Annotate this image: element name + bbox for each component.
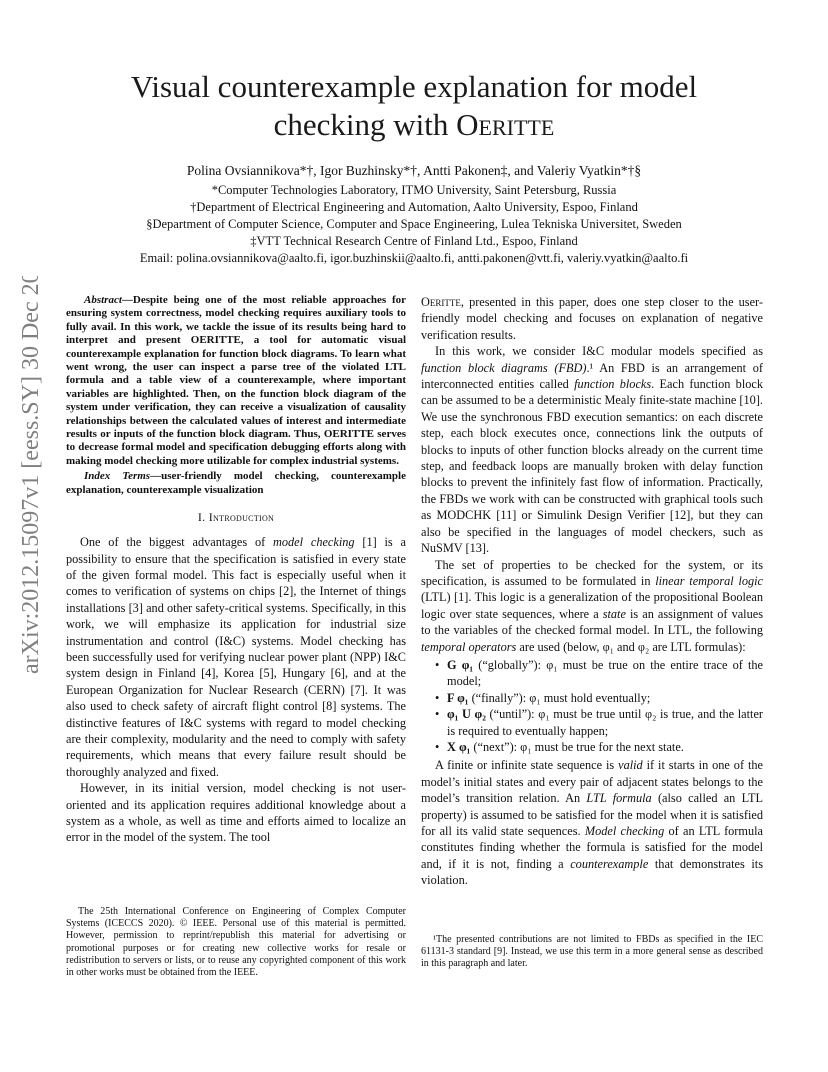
arxiv-stamp <box>8 276 48 676</box>
validity-paragraph <box>421 757 763 888</box>
emphasis: counterexample <box>570 856 649 871</box>
right-paragraph-0 <box>421 294 763 343</box>
list-item <box>435 657 763 690</box>
text-span: .¹ An FBD is an arrangement of interconnected entities called <box>421 360 763 392</box>
text-span: . Each function block can be assumed to be a deterministic Mealy finite-state machine [10]. We use the synchronous FBD execution semantics: on each discrete step, each block executes once, connections link the outputs of blocks to inputs of other function blocks already on the current time step, and feedback loops are manually broken with delay function blocks to prevent the infinitely fast flow of information. Practically, the FBDs we work with can be constructed with graphical tools such as MODCHK [11] or Simulink Design Verifier [12], but they can also be specified in the languages of model checkers, such as NuSMV [13]. <box>421 377 763 556</box>
text-span: One of the biggest advantages of <box>80 535 273 550</box>
intro-paragraph-2: However, in its initial version, model checking is not user-oriented and its application requires additional knowledge about a system as a whole, as well as time and efforts aimed to localize an error in the model of the system. The tool <box>66 781 406 845</box>
author-emails: Email: polina.ovsiannikova@aalto.fi, igor.buzhinskii@aalto.fi, antti.pakonen@vtt.fi, valeriy.vyatkin@aalto.fi <box>139 251 689 265</box>
copyright-footnote: The 25th International Conference on Engineering of Complex Computer Systems (ICECCS 2020). © IEEE. Personal use of this material is permitted. However, permission to reprint/republish this material for advertising or promotional purposes or for creating new collective works for resale or redistribution to servers or lists, or to reuse any copyrighted component of this work in other works must be obtained from the IEEE. <box>66 906 406 979</box>
tool-name: Oeritte <box>421 295 461 309</box>
bullet-icon: • <box>435 690 440 705</box>
emphasis: linear temporal logic <box>655 573 763 588</box>
ltl-paragraph <box>421 557 763 655</box>
affiliation-itmo: *Computer Technologies Laboratory, ITMO University, Saint Petersburg, Russia <box>211 183 617 197</box>
emphasis: valid <box>618 758 643 773</box>
title-line-1: Visual counterexample explanation for model <box>130 69 698 104</box>
affiliation-aalto: †Department of Electrical Engineering and Automation, Aalto University, Espoo, Finland <box>190 200 638 214</box>
text-span: In this work, we consider I&C modular models specified as <box>435 344 763 359</box>
bullet-icon: • <box>435 707 440 722</box>
arxiv-identifier: arXiv:2012.15097v1 [eess.SY] 30 Dec 2020 <box>18 276 44 674</box>
list-item <box>435 706 763 739</box>
operator-symbol: F φ₁ <box>447 690 469 705</box>
fbd-footnote: ¹The presented contributions are not limited to FBDs as specified in the IEC 61131-3 standard [9]. Instead, we use this term in a more general sense as described in this paragraph and later. <box>421 934 763 970</box>
index-terms <box>66 470 406 497</box>
emphasis: function block diagrams (FBD) <box>421 360 587 375</box>
operator-symbol: φ₁ U φ₂ <box>447 707 486 722</box>
abstract-text: —Despite being one of the most reliable approaches for ensuring system correctness, model checking requires auxiliary tools to fully avail. In this work, we tackle the issue of its results being hard to interpret and present OERITTE, a tool for automatic visual counterexample explanation for function block diagrams. To learn what went wrong, the user can inspect a parse tree of the violated LTL formula and a table view of a counterexample, where important variables are highlighted. Then, on the function block diagram of the system under verification, they can receive a visualization of causality relationships between the calculated values of interest and intermediate results or inputs of the function block diagram. Thus, OERITTE serves to decrease formal model and specification debugging efforts along with making model checking more utilizable for complex industrial systems. <box>66 294 406 467</box>
operator-symbol: X φ₁ <box>447 739 471 754</box>
emphasis: state <box>602 606 626 621</box>
emphasis: LTL formula <box>586 791 652 806</box>
text-span: of an LTL formula constitutes finding whether the formula is satisfied for the model and, if it is not, finding a <box>421 824 763 871</box>
operator-description: (“globally”): φ₁ must be true on the entire trace of the model; <box>447 657 763 689</box>
emphasis: temporal operators <box>421 639 517 654</box>
list-item <box>435 690 763 706</box>
text-span: A finite or infinite state sequence is <box>435 758 619 773</box>
text-span: is an assignment of values to the variables of the checked formal model. In LTL, the following <box>421 606 763 638</box>
text-span: (also called an LTL property) is assumed to be satisfied for the model when it is satisfied for all its valid state sequences. <box>421 791 763 838</box>
author-list: Polina Ovsiannikova*†, Igor Buzhinsky*†, Antti Pakonen‡, and Valeriy Vyatkin*†§ <box>186 163 642 178</box>
section-heading-introduction: I. Introduction <box>197 510 275 525</box>
operator-description: (“until”): φ₁ must be true until φ₂ is true, and the latter is required to eventually happen; <box>447 707 763 738</box>
affiliation-lulea: §Department of Computer Science, Computer and Space Engineering, Lulea Tekniska Universitet, Sweden <box>146 217 682 231</box>
left-column <box>66 294 406 846</box>
operator-symbol: G φ₁ <box>447 657 474 672</box>
text-span: if it starts in one of the model’s initial states and every pair of adjacent states belongs to the model’s transition relation. An <box>421 758 763 806</box>
index-terms-text: —user-friendly model checking, counterexample explanation, counterexample visualization <box>66 470 406 496</box>
title-line-2 <box>60 106 768 144</box>
bullet-icon: • <box>435 657 440 672</box>
text-span: that demonstrates its violation. <box>421 856 763 888</box>
abstract-lead: Abstract <box>84 294 122 306</box>
emphasis: function blocks <box>574 377 652 392</box>
text-span: , presented in this paper, does one step closer to the user-friendly model checking and focuses on explanation of negative verification results. <box>421 295 763 342</box>
operator-description: (“next”): φ₁ must be true for the next state. <box>470 739 684 754</box>
fbd-paragraph <box>421 343 763 556</box>
list-item <box>435 739 763 755</box>
paper-title <box>60 68 768 144</box>
temporal-operator-list <box>421 657 763 755</box>
text-span: The set of properties to be checked for the system, or its specification, is assumed to be formulated in <box>421 557 763 588</box>
abstract <box>66 294 406 468</box>
bullet-icon: • <box>435 739 440 754</box>
text-span: (LTL) [1]. This logic is a generalization of the propositional Boolean logic over state sequences, where a <box>421 590 763 621</box>
title-line-2-prefix: checking with <box>273 107 457 142</box>
right-column <box>421 294 763 889</box>
index-terms-lead: Index Terms <box>84 470 151 483</box>
intro-paragraph-1 <box>66 534 406 780</box>
affiliation-vtt: ‡VTT Technical Research Centre of Finland Ltd., Espoo, Finland <box>250 234 578 248</box>
emphasis: model checking <box>273 535 355 550</box>
text-span: are used (below, φ₁ and φ₂ are LTL formulas): <box>516 639 746 654</box>
operator-description: (“finally”): φ₁ must hold eventually; <box>468 690 651 705</box>
title-tool-name: Oeritte <box>456 107 555 142</box>
text-span: [1] is a possibility to ensure that the specification is satisfied in every state of the given formal model. This fact is especially useful when it comes to verification of systems on chips [2], the Internet of things installations [3] and other safety-critical systems. Specifically, in this work, we will emphasize its application for industrial size instrumentation and control (I&C) systems. Model checking has been successfully used for verifying nuclear power plant (NPP) I&C system design in Finland [4], Korea [5], Hungary [6], and at the European Organization for Nuclear Research (CERN) [7]. It was also used to check safety of aircraft flight control [8] systems. The distinctive features of I&C systems with regard to model checking are their complexity, modularity and the need to comply with safety requirements, which means that every failure result should be thoroughly analyzed and fixed. <box>66 535 406 779</box>
emphasis: Model checking <box>584 824 665 838</box>
